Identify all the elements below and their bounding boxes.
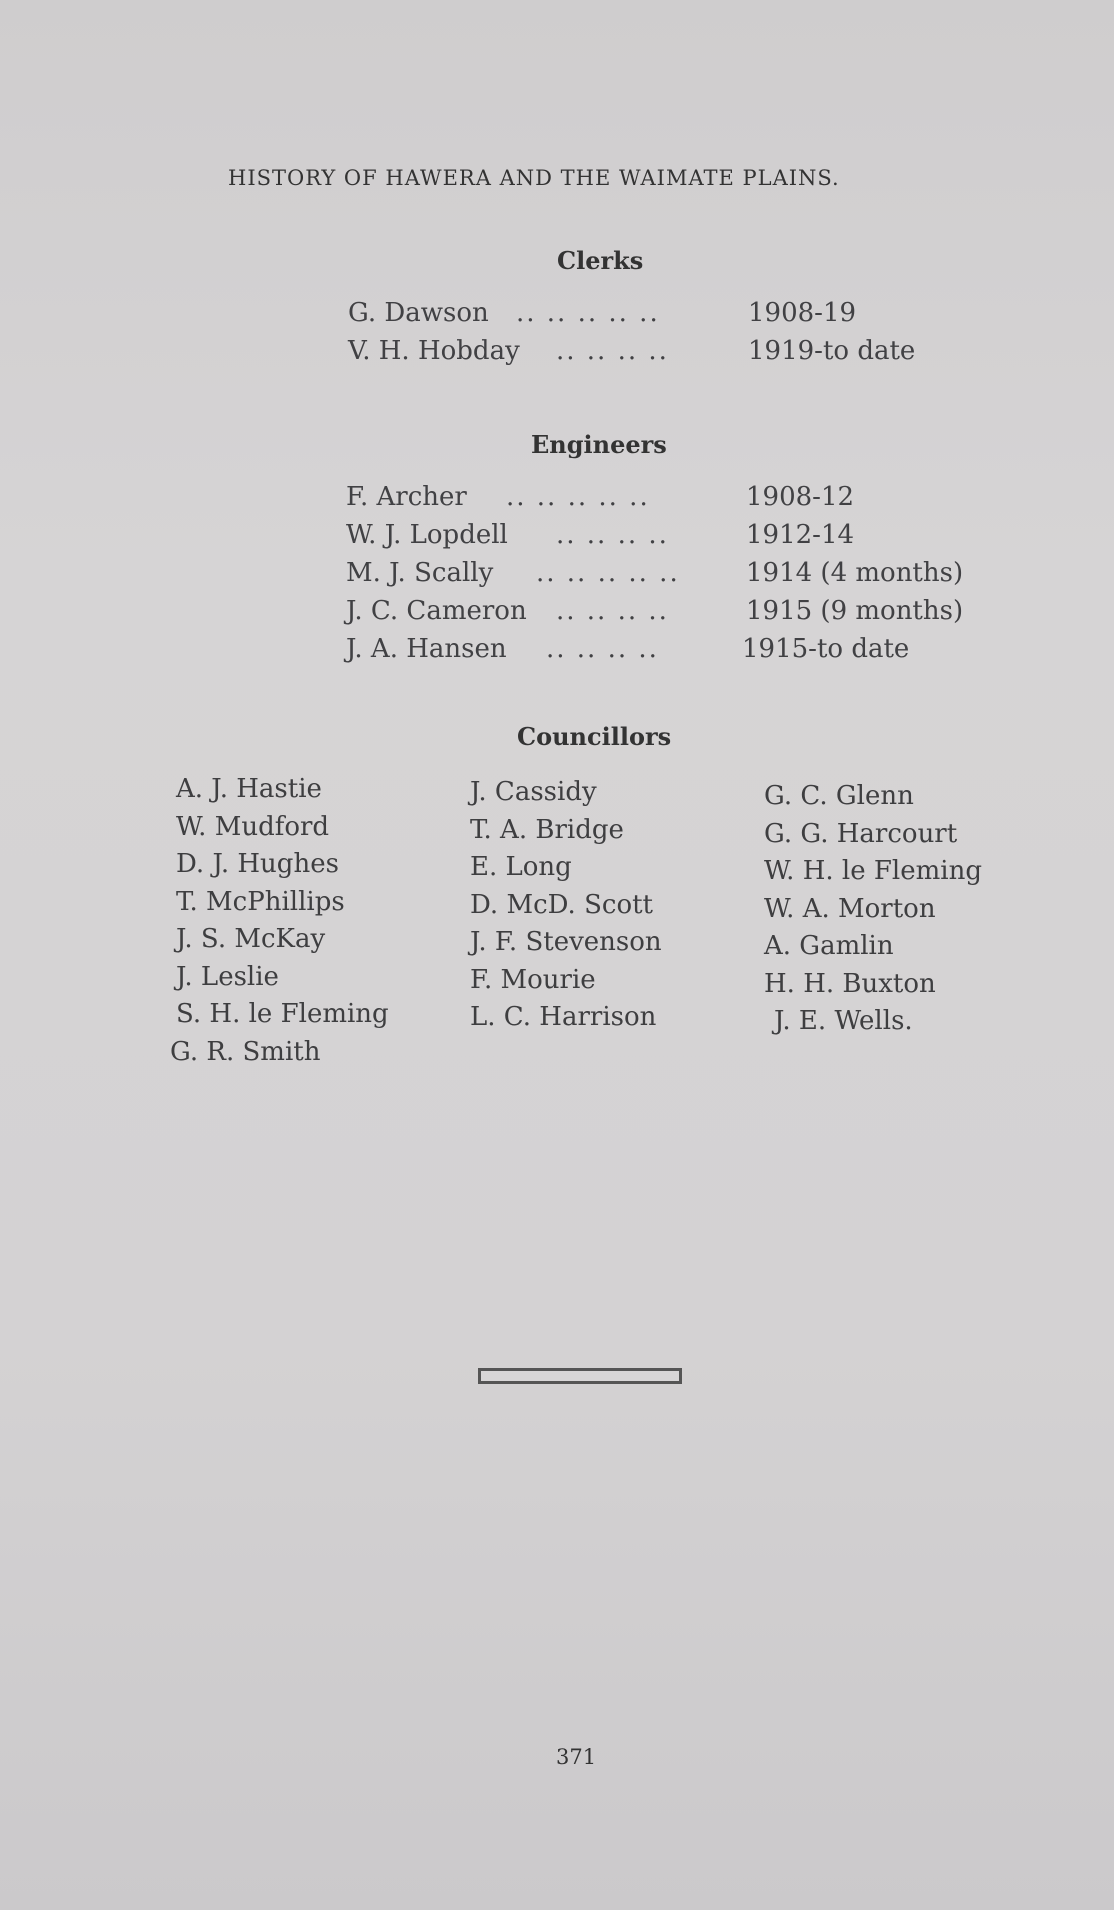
list-item: T. A. Bridge xyxy=(470,814,624,845)
engineer-term: 1912-14 xyxy=(746,520,855,550)
table-row xyxy=(348,298,988,336)
table-row xyxy=(346,558,1006,596)
list-item: J. F. Stevenson xyxy=(470,927,662,957)
clerk-term: 1908-19 xyxy=(748,298,857,328)
list-item: J. S. McKay xyxy=(176,924,326,954)
table-row xyxy=(346,482,1006,520)
engineer-name: J. A. Hansen xyxy=(346,634,507,664)
list-item: G. R. Smith xyxy=(170,1036,321,1067)
list-item: F. Mourie xyxy=(470,964,596,995)
councillors-heading: Councillors xyxy=(517,722,672,751)
list-item: W. Mudford xyxy=(176,811,330,842)
leader-dots: .. .. .. .. .. xyxy=(536,558,680,588)
clerk-term: 1919-to date xyxy=(748,336,916,366)
list-item: A. J. Hastie xyxy=(176,774,322,804)
leader-dots: .. .. .. .. .. xyxy=(506,482,650,512)
list-item: S. H. le Fleming xyxy=(176,999,389,1029)
engineers-table xyxy=(346,482,1006,672)
table-row xyxy=(346,596,1006,634)
clerk-name: V. H. Hobday xyxy=(348,336,520,366)
leader-dots: .. .. .. .. xyxy=(556,520,669,550)
list-item: W. A. Morton xyxy=(764,893,936,924)
leader-dots: .. .. .. .. xyxy=(556,596,669,626)
engineer-name: F. Archer xyxy=(346,482,467,512)
running-head: HISTORY OF HAWERA AND THE WAIMATE PLAINS. xyxy=(228,166,840,190)
list-item: D. McD. Scott xyxy=(470,889,654,920)
engineer-term: 1915 (9 months) xyxy=(746,596,964,626)
list-item: H. H. Buxton xyxy=(764,968,936,999)
list-item: E. Long xyxy=(470,852,572,882)
table-row xyxy=(348,336,988,374)
list-item: A. Gamlin xyxy=(764,931,894,961)
leader-dots: .. .. .. .. .. xyxy=(516,298,660,328)
list-item: G. G. Harcourt xyxy=(764,818,958,849)
list-item: J. Leslie xyxy=(176,961,279,992)
list-item: W. H. le Fleming xyxy=(764,856,982,886)
engineer-name: W. J. Lopdell xyxy=(346,520,508,550)
table-row xyxy=(346,634,1006,672)
clerk-name: G. Dawson xyxy=(348,298,489,328)
list-item: T. McPhillips xyxy=(176,886,345,917)
leader-dots: .. .. .. .. xyxy=(556,336,669,366)
end-rule-ornament xyxy=(478,1368,682,1384)
list-item: L. C. Harrison xyxy=(470,1002,657,1032)
engineer-term: 1915-to date xyxy=(742,634,910,664)
engineer-name: M. J. Scally xyxy=(346,558,494,588)
list-item: J. E. Wells. xyxy=(774,1006,913,1036)
clerks-heading: Clerks xyxy=(557,246,644,275)
page-number: 371 xyxy=(556,1745,597,1769)
councillors-column-3 xyxy=(764,781,982,1044)
councillors-column-1 xyxy=(170,774,389,1074)
leader-dots: .. .. .. .. xyxy=(546,634,659,664)
list-item: G. C. Glenn xyxy=(764,781,914,811)
engineer-term: 1914 (4 months) xyxy=(746,558,964,588)
councillors-column-2 xyxy=(470,777,662,1040)
clerks-table xyxy=(348,298,988,374)
table-row xyxy=(346,520,1006,558)
engineer-term: 1908-12 xyxy=(746,482,855,512)
engineers-heading: Engineers xyxy=(531,430,667,459)
list-item: J. Cassidy xyxy=(470,777,597,807)
engineer-name: J. C. Cameron xyxy=(346,596,527,626)
list-item: D. J. Hughes xyxy=(176,849,339,879)
